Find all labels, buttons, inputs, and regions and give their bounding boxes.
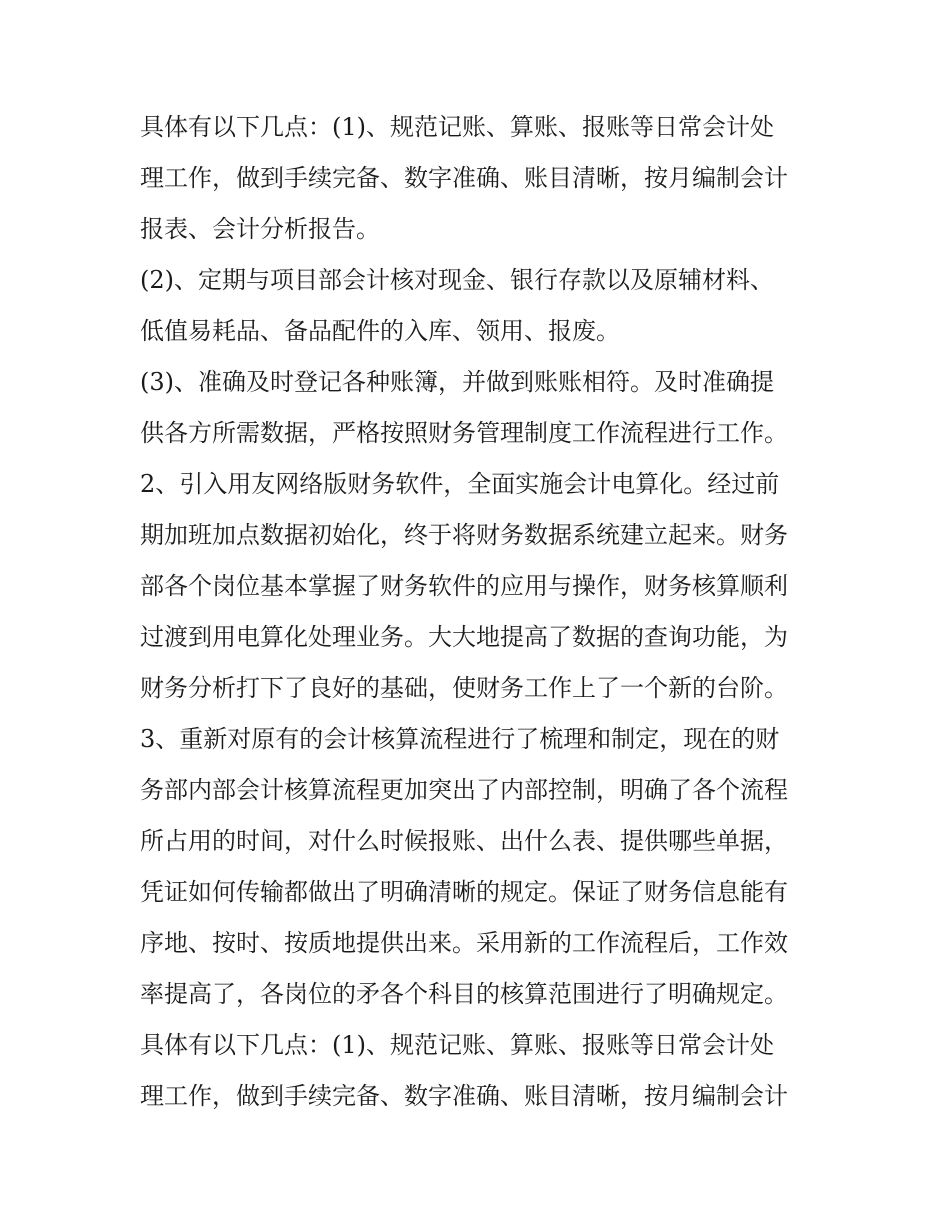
text-line: 具体有以下几点：(1)、规范记账、算账、报账等日常会计处 xyxy=(140,1031,774,1059)
text-line: 过渡到用电算化处理业务。大大地提高了数据的查询功能，为 xyxy=(140,623,788,651)
text-line: (3)、准确及时登记各种账簿，并做到账账相符。及时准确提 xyxy=(140,368,774,396)
text-line: 序地、按时、按质地提供出来。采用新的工作流程后，工作效 xyxy=(140,929,788,957)
text-line: (2)、定期与项目部会计核对现金、银行存款以及原辅材料、 xyxy=(140,266,774,294)
text-line: 凭证如何传输都做出了明确清晰的规定。保证了财务信息能有 xyxy=(140,878,788,906)
text-line: 2、引入用友网络版财务软件，全面实施会计电算化。经过前 xyxy=(140,470,780,498)
text-line: 率提高了，各岗位的矛各个科目的核算范围进行了明确规定。 xyxy=(140,980,788,1008)
text-line: 务部内部会计核算流程更加突出了内部控制，明确了各个流程 xyxy=(140,776,788,804)
text-line: 部各个岗位基本掌握了财务软件的应用与操作，财务核算顺利 xyxy=(140,572,788,600)
text-line: 具体有以下几点：(1)、规范记账、算账、报账等日常会计处 xyxy=(140,113,774,141)
text-line: 理工作，做到手续完备、数字准确、账目清晰，按月编制会计 xyxy=(140,164,788,192)
text-line: 报表、会计分析报告。 xyxy=(140,215,380,243)
text-line: 所占用的时间，对什么时候报账、出什么表、提供哪些单据， xyxy=(140,827,788,855)
text-line: 低值易耗品、备品配件的入库、领用、报废。 xyxy=(140,317,620,345)
text-line: 财务分析打下了良好的基础，使财务工作上了一个新的台阶。 xyxy=(140,674,788,702)
text-line: 3、重新对原有的会计核算流程进行了梳理和制定，现在的财 xyxy=(140,725,780,753)
text-line: 供各方所需数据，严格按照财务管理制度工作流程进行工作。 xyxy=(140,419,788,447)
document-body xyxy=(140,102,820,1122)
text-line: 期加班加点数据初始化，终于将财务数据系统建立起来。财务 xyxy=(140,521,788,549)
text-line: 理工作，做到手续完备、数字准确、账目清晰，按月编制会计 xyxy=(140,1082,788,1110)
